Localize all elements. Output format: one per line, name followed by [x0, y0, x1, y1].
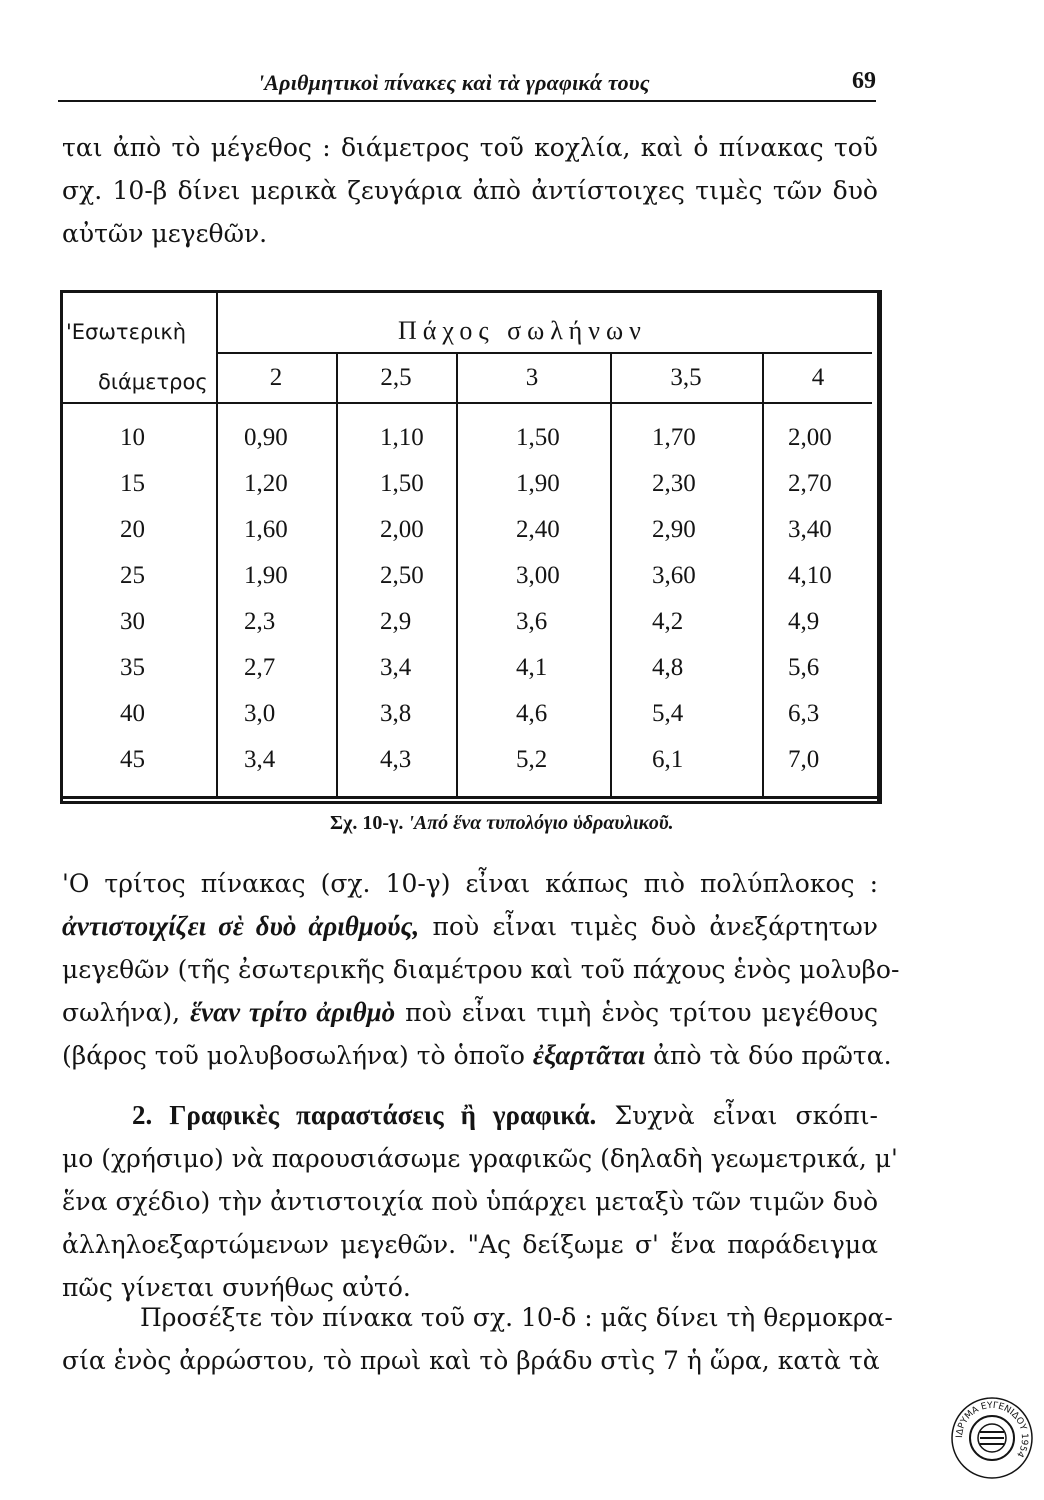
table-cell: 1,50	[516, 424, 560, 451]
text-line	[62, 1094, 878, 1137]
table-cell: 2,90	[652, 516, 696, 543]
text-line	[62, 905, 878, 948]
table-cell: 4,9	[788, 608, 820, 635]
table-cell: 2,30	[652, 470, 696, 497]
table-cell: 5,6	[788, 654, 820, 681]
emphasis: ἀντιστοιχίζει σὲ δυὸ ἀριθμούς,	[62, 911, 420, 941]
table-cell: 2,50	[380, 562, 424, 589]
caption-label: Σχ. 10-γ.	[330, 812, 404, 834]
text-line	[62, 991, 878, 1034]
text-line: αὐτῶν μεγεθῶν.	[62, 219, 268, 248]
text-span: ποὺ εἶναι τιμὴ ἑνὸς τρίτου μεγέθους	[395, 998, 878, 1027]
intro-paragraph	[62, 126, 878, 255]
foundation-seal-icon	[950, 1396, 1034, 1480]
row-header-line2: διάμετρος	[98, 370, 208, 394]
table-cell: 5,4	[652, 700, 684, 727]
table-cell: 3,4	[380, 654, 412, 681]
row-diameter: 45	[120, 746, 145, 773]
table-divider	[62, 402, 872, 404]
row-header-line1: 'Εσωτερικὴ	[66, 320, 187, 344]
table-cell: 1,20	[244, 470, 288, 497]
column-header: 3,5	[670, 364, 702, 391]
table-cell: 3,00	[516, 562, 560, 589]
row-diameter: 30	[120, 608, 145, 635]
row-diameter: 20	[120, 516, 145, 543]
text-line: πῶς γίνεται συνήθως αὐτό.	[62, 1273, 411, 1302]
table-cell: 4,8	[652, 654, 684, 681]
column-header: 2,5	[380, 364, 412, 391]
text-line	[62, 1034, 892, 1077]
running-title: 'Αριθμητικοὶ πίνακες καὶ τὰ γραφικά τους	[258, 70, 650, 95]
table-cell: 4,6	[516, 700, 548, 727]
table-cell: 0,90	[244, 424, 288, 451]
text-line: ἕνα σχέδιο) τὴν ἀντιστοιχία ποὺ ὑπάρχει μεταξὺ τῶν τιμῶν δυὸ	[62, 1187, 878, 1216]
table-divider	[456, 352, 458, 798]
paragraph-2	[62, 862, 900, 1077]
table-cell: 2,9	[380, 608, 412, 635]
svg-text:ΙΔΡΥΜΑ ΕΥΓΕΝΙΔΟΥ 1954	[955, 1401, 1029, 1459]
table-cell: 1,70	[652, 424, 696, 451]
table-cell: 4,3	[380, 746, 412, 773]
group-header: Πάχος σωλήνων	[398, 316, 647, 345]
table-cell: 2,70	[788, 470, 832, 497]
page-number: 69	[852, 68, 876, 94]
table-cell: 1,60	[244, 516, 288, 543]
column-header: 3	[525, 364, 539, 391]
text-line: σχ. 10-β δίνει μερικὰ ζευγάρια ἀπὸ ἀντίστοιχες τιμὲς τῶν δυὸ	[62, 176, 878, 205]
text-line: σία ἑνὸς ἀρρώστου, τὸ πρωὶ καὶ τὸ βράδυ στὶς 7 ἡ ὥρα, κατὰ τὰ	[62, 1346, 880, 1375]
row-diameter: 40	[120, 700, 145, 727]
table-cell: 6,3	[788, 700, 820, 727]
text-line: ἀλληλοεξαρτώμενων μεγεθῶν. "Ας δείξωμε σ' ἕνα παράδειγμα	[62, 1230, 878, 1259]
table-cell: 3,6	[516, 608, 548, 635]
table-divider	[762, 352, 764, 798]
text-line: ται ἀπὸ τὸ μέγεθος : διάμετρος τοῦ κοχλία, καὶ ὁ πίνακας τοῦ	[62, 133, 878, 162]
table-cell: 5,2	[516, 746, 548, 773]
text-line: 'Ο τρίτος πίνακας (σχ. 10-γ) εἶναι κάπως πιὸ πολύπλοκος :	[62, 869, 878, 898]
table-cell: 1,90	[244, 562, 288, 589]
text-span: Συχνὰ εἶναι σκόπι-	[596, 1101, 878, 1130]
table-cell: 2,3	[244, 608, 276, 635]
section-2-paragraph	[62, 1094, 898, 1309]
text-line: Προσέξτε τὸν πίνακα τοῦ σχ. 10-δ : μᾶς δίνει τὴ θερμοκρα-	[140, 1303, 893, 1332]
table-cell: 4,2	[652, 608, 684, 635]
table-divider	[610, 352, 612, 798]
row-diameter: 15	[120, 470, 145, 497]
table-cell: 2,00	[380, 516, 424, 543]
row-diameter: 10	[120, 424, 145, 451]
table-cell: 7,0	[788, 746, 820, 773]
text-span: σωλήνα),	[62, 998, 191, 1027]
table-cell: 3,60	[652, 562, 696, 589]
emphasis: ἐξαρτᾶται	[532, 1040, 646, 1070]
table-cell: 2,40	[516, 516, 560, 543]
running-header	[58, 68, 876, 102]
table-cell: 1,90	[516, 470, 560, 497]
text-line: μεγεθῶν (τῆς ἐσωτερικῆς διαμέτρου καὶ τοῦ πάχους ἑνὸς μολυβο-	[62, 955, 900, 984]
table-cell: 3,4	[244, 746, 276, 773]
table-cell: 1,50	[380, 470, 424, 497]
text-line: μο (χρήσιμο) νὰ παρουσιάσωμε γραφικῶς (δηλαδὴ γεωμετρικά, μ'	[62, 1144, 898, 1173]
row-diameter: 35	[120, 654, 145, 681]
text-span: (βάρος τοῦ μολυβοσωλήνα) τὸ ὁποῖο	[62, 1041, 533, 1070]
row-diameter: 25	[120, 562, 145, 589]
table-divider	[336, 352, 338, 798]
emphasis: ἕναν τρίτο ἀριθμὸ	[190, 997, 396, 1027]
table-bottom-rule	[60, 796, 882, 799]
text-span: ἀπὸ τὰ δύο πρῶτα.	[645, 1041, 892, 1070]
column-header: 4	[811, 364, 825, 391]
caption-text: 'Από ἕνα τυπολόγιο ὑδραυλικοῦ.	[408, 812, 674, 834]
table-cell: 6,1	[652, 746, 684, 773]
section-heading: 2. Γραφικὲς παραστάσεις ἢ γραφικά.	[132, 1100, 597, 1130]
text-span: ποὺ εἶναι τιμὲς δυὸ ἀνεξάρτητων	[419, 912, 878, 941]
table-cell: 3,0	[244, 700, 276, 727]
table-cell: 3,40	[788, 516, 832, 543]
seal-text: ΙΔΡΥΜΑ ΕΥΓΕΝΙΔΟΥ 1954	[954, 1400, 1030, 1459]
table-cell: 3,8	[380, 700, 412, 727]
column-header: 2	[269, 364, 283, 391]
table-divider	[218, 352, 872, 354]
table-cell: 4,1	[516, 654, 548, 681]
table-cell: 2,00	[788, 424, 832, 451]
table-cell: 2,7	[244, 654, 276, 681]
table-cell: 4,10	[788, 562, 832, 589]
paragraph-4	[62, 1296, 893, 1382]
table-cell: 1,10	[380, 424, 424, 451]
figure-caption	[330, 812, 674, 835]
